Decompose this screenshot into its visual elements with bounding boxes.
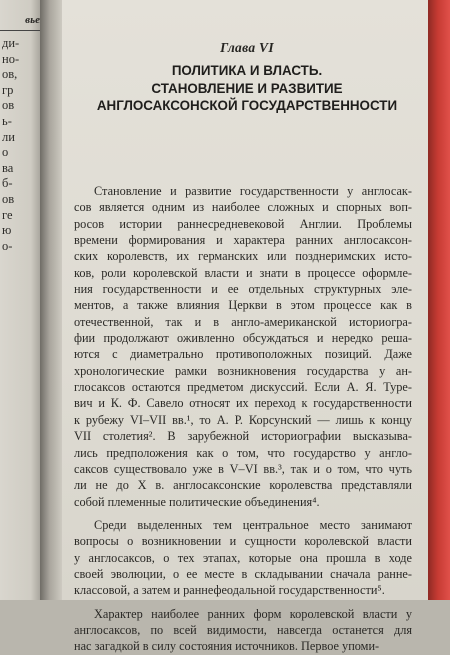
- left-page-fragment: ю: [2, 223, 12, 238]
- text-line: своей эволюции, о ее месте в складывании сначала ранне-: [74, 566, 412, 581]
- left-page-fragment: б-: [2, 176, 13, 191]
- text-line: ментов, а также влияния Церкви в этом процессе как в: [74, 298, 412, 313]
- left-page-header-rule: [0, 30, 40, 31]
- left-page-fragment: ов,: [2, 67, 18, 82]
- red-book-edge: [428, 0, 450, 600]
- left-page: [0, 0, 44, 600]
- text-line: VII столетия². В зарубежной историографии высказыва-: [74, 429, 412, 444]
- left-page-fragment: о-: [2, 238, 13, 253]
- text-line: ков, роли королевской власти и знати в процессе оформле-: [74, 265, 412, 280]
- left-page-fragment: ге: [2, 207, 13, 222]
- text-line: ются с диаметрально противоположных позиций. Даже: [74, 347, 412, 362]
- body-text: [74, 183, 412, 655]
- book-gutter: [40, 0, 64, 600]
- text-line: ли не до X в. англосаксонские королевства представляли: [74, 478, 412, 493]
- text-line: вич и К. Ф. Савело относят их переход к государственности: [74, 396, 412, 411]
- text-line: глосаксов остаются предметом дискуссий. Если А. Я. Туре-: [74, 380, 412, 395]
- text-line: отечественной, так и в англо-американской историогра-: [74, 314, 412, 329]
- left-page-fragment: ди-: [2, 36, 20, 50]
- left-page-fragment: ь-: [2, 113, 12, 128]
- text-line: Характер наиболее ранних форм королевской власти у: [94, 606, 412, 621]
- chapter-title: [64, 62, 430, 115]
- text-line: фии продолжают оживленно обсуждаться и нередко реша-: [74, 331, 412, 346]
- text-line: ских королевств, их германских или позднеримских исто-: [74, 249, 412, 264]
- text-line: лись предположения как о том, что государство у англо-: [74, 445, 412, 460]
- text-line: к рубежу VI–VII вв.¹, то А. Р. Корсунский — лишь к концу: [74, 412, 412, 427]
- paragraph: [74, 183, 412, 510]
- chapter-title-line: ПОЛИТИКА И ВЛАСТЬ.: [171, 63, 323, 78]
- text-line: ния государственности и ее отдельных структурных эле-: [74, 282, 412, 297]
- text-line: англосаксов, по всей видимости, навсегда останется для: [74, 622, 412, 637]
- text-line: у англосаксов, о тех этапах, которые она прошла в ходе: [74, 550, 412, 565]
- text-line: саксов существовало уже в V–VI вв.³, так и о том, что чуть: [74, 461, 412, 476]
- paragraph-gap: [74, 510, 412, 517]
- chapter-label: Глава VI: [220, 40, 274, 55]
- text-line: сов является одним из наиболее сложных и спорных воп-: [74, 200, 412, 215]
- text-line: росов истории раннесредневековой Англии. Проблемы: [74, 216, 412, 231]
- left-page-running-header: вье: [25, 14, 40, 26]
- text-line: вопросы о возникновении и сущности королевской власти: [74, 534, 412, 549]
- chapter-title-line: СТАНОВЛЕНИЕ И РАЗВИТИЕ: [151, 80, 343, 96]
- paragraph: [74, 606, 412, 655]
- text-line: Среди выделенных тем центральное место занимают: [94, 517, 412, 532]
- left-page-fragment: ов: [2, 98, 15, 113]
- text-line: нас загадкой в силу состояния источников. Первое упоми-: [74, 639, 380, 654]
- text-line: Становление и развитие государственности у англосак-: [94, 184, 412, 198]
- text-line: хронологические рамки возникновения государства у ан-: [74, 363, 412, 378]
- text-line: времени формирования и характера ранних англосаксон-: [74, 233, 412, 248]
- left-page-fragment: ва: [2, 160, 14, 175]
- left-page-fragment: но-: [2, 51, 20, 66]
- left-page-fragment: ли: [2, 129, 15, 144]
- text-line: собой племенные политические объединения⁴.: [74, 494, 320, 509]
- text-line: классовой, а затем и раннефеодальной государственности⁵.: [74, 583, 385, 598]
- paragraph: [74, 517, 412, 599]
- left-page-text-fragments: [0, 36, 40, 254]
- left-page-fragment: гр: [2, 82, 14, 97]
- left-page-fragment: о: [2, 145, 9, 160]
- chapter-title-line: АНГЛОСАКСОНСКОЙ ГОСУДАРСТВЕННОСТИ: [96, 98, 398, 114]
- left-page-fragment: ов: [2, 191, 15, 206]
